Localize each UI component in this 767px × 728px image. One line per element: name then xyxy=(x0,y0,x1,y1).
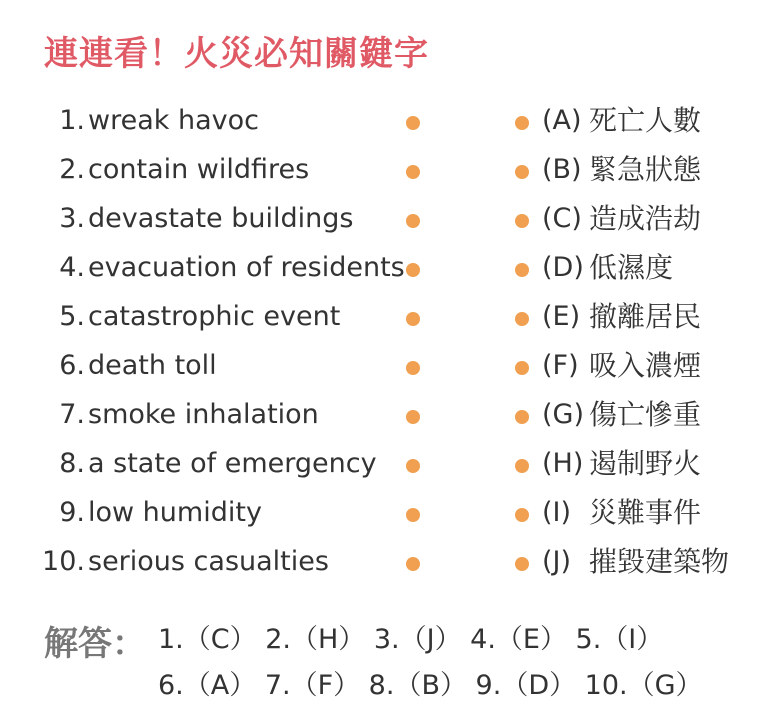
english-term: devastate buildings xyxy=(88,203,354,234)
chinese-meaning: 死亡人數 xyxy=(589,104,702,137)
right-connector-dot[interactable] xyxy=(515,361,529,375)
answer-line-2: 6.（A） 7.（F） 8.（B） 9.（D） 10.（G） xyxy=(158,670,703,701)
english-term: a state of emergency xyxy=(88,448,377,479)
chinese-meaning: 吸入濃煙 xyxy=(589,349,702,382)
right-connector-dot[interactable] xyxy=(515,263,529,277)
chinese-meaning: 低濕度 xyxy=(589,251,674,284)
option-letter: (E) xyxy=(542,301,581,332)
right-connector-dot[interactable] xyxy=(515,214,529,228)
english-term: wreak havoc xyxy=(88,105,259,136)
english-term: low humidity xyxy=(88,497,262,528)
right-connector-dot[interactable] xyxy=(515,508,529,522)
option-letter: (J) xyxy=(542,546,572,577)
option-letter: (D) xyxy=(542,252,584,283)
right-connector-dot[interactable] xyxy=(515,312,529,326)
left-connector-dot[interactable] xyxy=(406,165,420,179)
right-connector-dot[interactable] xyxy=(515,459,529,473)
item-number: 2. xyxy=(59,154,85,185)
match-row xyxy=(0,297,767,337)
right-connector-dot[interactable] xyxy=(515,116,529,130)
english-term: smoke inhalation xyxy=(88,399,319,430)
item-number: 4. xyxy=(59,252,85,283)
chinese-meaning: 撤離居民 xyxy=(589,300,702,333)
left-connector-dot[interactable] xyxy=(406,508,420,522)
page-title: 連連看！火災必知關鍵字 xyxy=(44,34,429,74)
chinese-meaning: 遏制野火 xyxy=(589,447,702,480)
item-number: 5. xyxy=(59,301,85,332)
item-number: 3. xyxy=(59,203,85,234)
right-connector-dot[interactable] xyxy=(515,165,529,179)
match-row xyxy=(0,101,767,141)
left-connector-dot[interactable] xyxy=(406,312,420,326)
answer-label: 解答： xyxy=(44,624,146,664)
item-number: 8. xyxy=(59,448,85,479)
left-connector-dot[interactable] xyxy=(406,410,420,424)
english-term: serious casualties xyxy=(88,546,329,577)
chinese-meaning: 摧毀建築物 xyxy=(589,545,730,578)
english-term: death toll xyxy=(88,350,217,381)
left-connector-dot[interactable] xyxy=(406,361,420,375)
left-connector-dot[interactable] xyxy=(406,214,420,228)
left-connector-dot[interactable] xyxy=(406,263,420,277)
option-letter: (C) xyxy=(542,203,582,234)
english-term: catastrophic event xyxy=(88,301,341,332)
right-connector-dot[interactable] xyxy=(515,410,529,424)
match-row xyxy=(0,248,767,288)
match-row xyxy=(0,199,767,239)
item-number: 1. xyxy=(59,105,85,136)
option-letter: (B) xyxy=(542,154,582,185)
english-term: evacuation of residents xyxy=(88,252,405,283)
match-row xyxy=(0,542,767,582)
option-letter: (F) xyxy=(542,350,579,381)
right-connector-dot[interactable] xyxy=(515,557,529,571)
match-row xyxy=(0,395,767,435)
match-row xyxy=(0,444,767,484)
chinese-meaning: 緊急狀態 xyxy=(589,153,702,186)
chinese-meaning: 造成浩劫 xyxy=(589,202,702,235)
left-connector-dot[interactable] xyxy=(406,116,420,130)
match-row xyxy=(0,346,767,386)
match-row xyxy=(0,150,767,190)
left-connector-dot[interactable] xyxy=(406,557,420,571)
match-row xyxy=(0,493,767,533)
option-letter: (G) xyxy=(542,399,584,430)
option-letter: (A) xyxy=(542,105,582,136)
item-number: 10. xyxy=(42,546,85,577)
option-letter: (I) xyxy=(542,497,572,528)
answer-line-1: 1.（C） 2.（H） 3.（J） 4.（E） 5.（I） xyxy=(158,624,664,655)
english-term: contain wildfires xyxy=(88,154,310,185)
item-number: 7. xyxy=(59,399,85,430)
item-number: 9. xyxy=(59,497,85,528)
left-connector-dot[interactable] xyxy=(406,459,420,473)
item-number: 6. xyxy=(59,350,85,381)
chinese-meaning: 傷亡慘重 xyxy=(589,398,702,431)
option-letter: (H) xyxy=(542,448,584,479)
chinese-meaning: 災難事件 xyxy=(589,496,702,529)
